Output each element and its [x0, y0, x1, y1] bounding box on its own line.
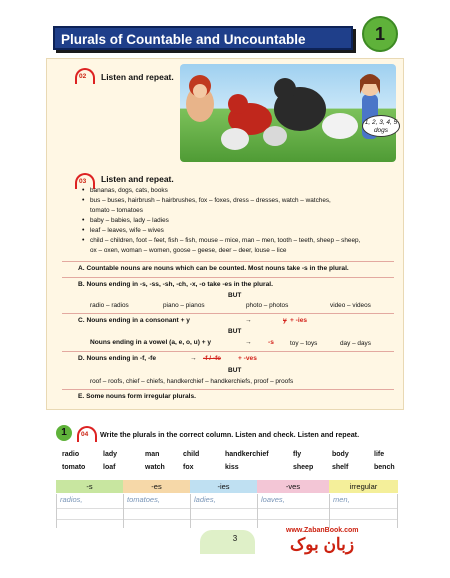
audio-track-icon[interactable]: 03	[75, 173, 95, 189]
audio-track-icon[interactable]: 02	[75, 68, 95, 84]
arrow-icon: →	[245, 317, 252, 324]
word: loaf	[103, 464, 116, 471]
word: watch	[145, 464, 165, 471]
word: bench	[374, 464, 395, 471]
answer-cell-s[interactable]: radios,	[56, 494, 123, 528]
arrow-icon: →	[190, 355, 197, 362]
list-item: • leaf – leaves, wife – wives	[82, 227, 164, 234]
list-item: • bus – buses, hairbrush – hairbrushes, fox – foxes, dress – dresses, watch – watches,	[82, 197, 331, 204]
suffix-text: + -ves	[238, 355, 257, 362]
exercise-number-badge: 1	[56, 425, 72, 441]
word: kiss	[225, 464, 239, 471]
list-item-continued: ox – oxen, woman – women, goose – geese, deer – deer, louse – lice	[90, 247, 287, 254]
exercise-instruction: Write the plurals in the correct column. Listen and check. Listen and repeat.	[100, 430, 360, 439]
suffix-text: -s	[268, 339, 274, 346]
column-header-irregular: irregular	[329, 480, 398, 493]
column-header-es: -es	[123, 480, 190, 493]
divider	[62, 389, 394, 390]
section1-heading: Listen and repeat.	[101, 72, 174, 82]
word: fox	[183, 464, 194, 471]
word: tomato	[62, 464, 86, 471]
page-number: 3	[232, 534, 238, 543]
example: piano – pianos	[163, 302, 205, 309]
divider	[62, 313, 394, 314]
strike-text: y	[283, 317, 287, 324]
page-title: Plurals of Countable and Uncountable	[53, 26, 353, 50]
word: life	[374, 451, 385, 458]
example: radio – radios	[90, 302, 129, 309]
example: video – videos	[330, 302, 371, 309]
list-item: • bananas, dogs, cats, books	[82, 187, 168, 194]
column-header-ies: -ies	[190, 480, 257, 493]
speech-bubble: 1, 2, 3, 4, 5 dogs	[362, 115, 400, 137]
but-label: BUT	[228, 328, 242, 335]
rule-c: C. Nouns ending in a consonant + y	[78, 317, 190, 324]
word: lady	[103, 451, 118, 458]
suffix-text: + -ies	[290, 317, 308, 324]
rule-a: A. Countable nouns are nouns which can be counted. Most nouns take -s in the plural.	[78, 265, 349, 272]
list-item: • baby – babies, lady – ladies	[82, 217, 169, 224]
word: body	[332, 451, 349, 458]
word: fly	[293, 451, 302, 458]
watermark-url: www.ZabanBook.com	[286, 527, 359, 534]
cartoon-illustration	[180, 64, 396, 162]
answer-cell-irregular[interactable]: men,	[329, 494, 398, 528]
strike-text: -f / -fe	[203, 355, 221, 362]
but-label: BUT	[228, 367, 242, 374]
word: radio	[62, 451, 80, 458]
arrow-icon: →	[245, 339, 252, 346]
list-item-continued: tomato – tomatoes	[90, 207, 143, 214]
audio-track-icon[interactable]: 04	[77, 426, 97, 442]
example: toy – toys	[290, 340, 318, 347]
rule-e: E. Some nouns form irregular plurals.	[78, 393, 196, 400]
word: shelf	[332, 464, 349, 471]
rule-d: D. Nouns ending in -f, -fe	[78, 355, 157, 362]
example: roof – roofs, chief – chiefs, handkerchief – handkerchiefs, proof – proofs	[90, 378, 294, 385]
but-label: BUT	[228, 292, 242, 299]
column-header-s: -s	[56, 480, 123, 493]
list-item: • child – children, foot – feet, fish – fish, mouse – mice, man – men, tooth – teeth, sheep – sheep,	[82, 237, 361, 244]
answer-cell-ves[interactable]: loaves,	[257, 494, 329, 528]
word: sheep	[293, 464, 314, 471]
rule-b: B. Nouns ending in -s, -ss, -sh, -ch, -x, -o take -es in the plural.	[78, 281, 273, 288]
brand-logo: زبان بوک	[290, 535, 355, 554]
divider	[62, 351, 394, 352]
section2-heading: Listen and repeat.	[101, 174, 174, 184]
divider	[62, 261, 394, 262]
word: man	[145, 451, 160, 458]
example: day – days	[340, 340, 371, 347]
word: child	[183, 451, 200, 458]
answer-cell-ies[interactable]: ladies,	[190, 494, 257, 528]
example: photo – photos	[246, 302, 289, 309]
answer-cell-es[interactable]: tomatoes,	[123, 494, 190, 528]
unit-number-badge: 1	[362, 16, 398, 52]
column-header-ves: -ves	[257, 480, 329, 493]
divider	[62, 277, 394, 278]
word: handkerchief	[225, 451, 269, 458]
rule-c-vowel: Nouns ending in a vowel (a, e, o, u) + y	[90, 339, 212, 346]
